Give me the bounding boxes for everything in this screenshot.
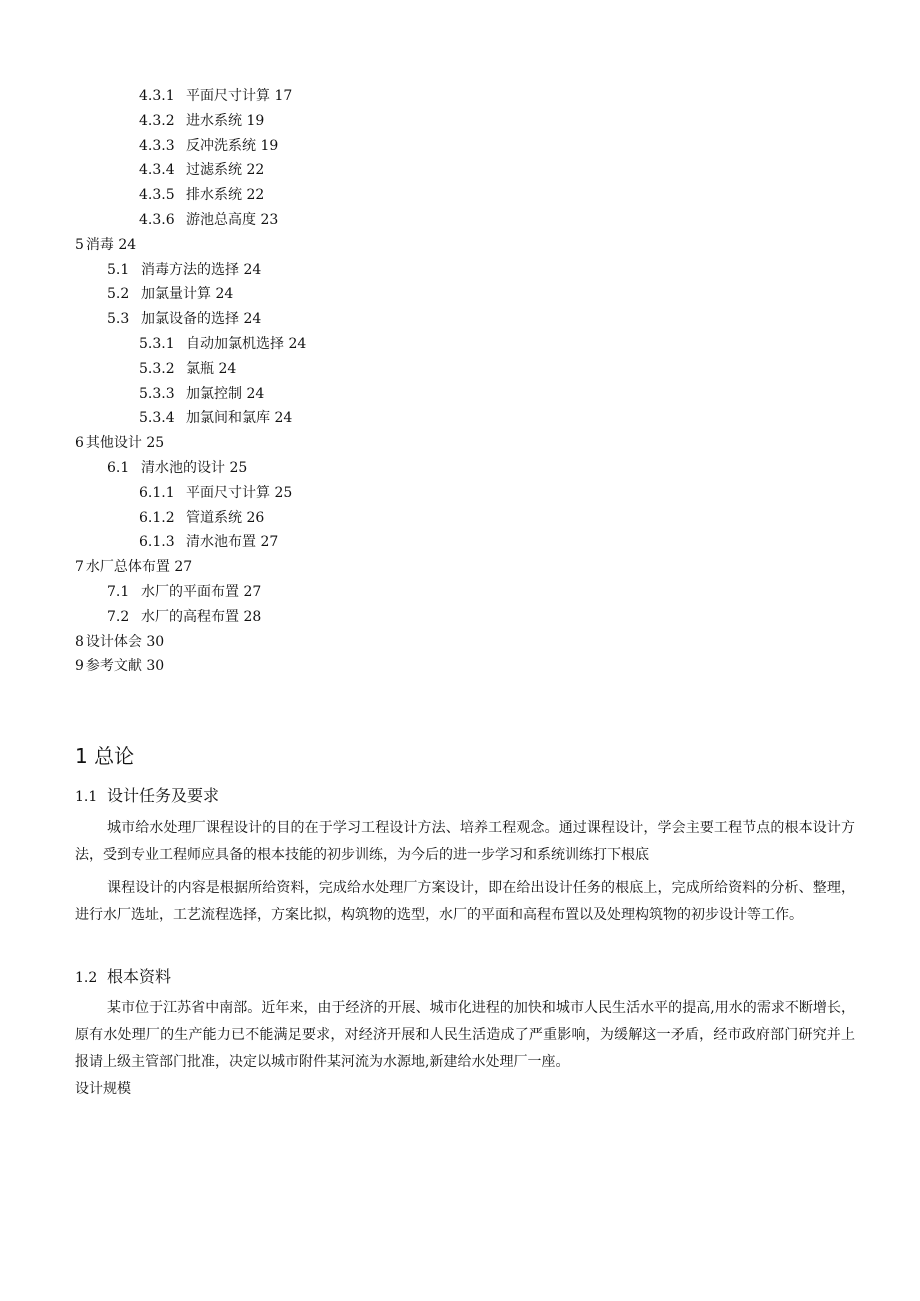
- toc-entry[interactable]: 5.2 加氯量计算 24: [107, 286, 234, 303]
- toc-entry[interactable]: 9 参考文献 30: [75, 658, 165, 675]
- section-heading: [75, 783, 219, 809]
- toc-entry[interactable]: 5.3.2 氯瓶 24: [139, 360, 237, 377]
- section-heading: [75, 964, 171, 990]
- toc-entry[interactable]: 4.3.6 游池总高度 23: [139, 212, 279, 228]
- section-title: 设计任务及要求: [107, 786, 220, 805]
- toc-entry[interactable]: 7.2 水厂的高程布置 28: [107, 608, 262, 625]
- toc-entry[interactable]: 6.1.3 清水池布置 27: [139, 534, 279, 551]
- paragraph: 课程设计的内容是根据所给资料，完成给水处理厂方案设计，即在给出设计任务的根底上，完成所给资料的分析、整理，进行水厂选址，工艺流程选择，方案比拟，构筑物的选型，水厂的平面和高程布置以及处理构筑物的初步设计等工作。: [75, 880, 855, 923]
- section-number: 1.1: [75, 789, 98, 805]
- trailing-text: 设计规模: [75, 1081, 131, 1097]
- toc-entry[interactable]: 7 水厂总体布置 27: [75, 559, 193, 576]
- toc-entry[interactable]: 5.3.1 自动加氯机选择 24: [139, 336, 307, 352]
- toc-entry[interactable]: 4.3.4 过滤系统 22: [139, 162, 265, 179]
- toc-entry[interactable]: 5.3.3 加氯控制 24: [139, 385, 265, 402]
- toc-entry[interactable]: 4.3.3 反冲洗系统 19: [139, 137, 279, 154]
- toc-entry[interactable]: 5.1 消毒方法的选择 24: [107, 261, 262, 278]
- toc-entry[interactable]: 7.1 水厂的平面布置 27: [107, 584, 262, 600]
- toc-entry[interactable]: 4.3.2 进水系统 19: [139, 112, 265, 129]
- toc-entry[interactable]: 6.1 清水池的设计 25: [107, 460, 248, 476]
- section-title: 根本资料: [107, 967, 172, 986]
- toc-entry[interactable]: 4.3.1 平面尺寸计算 17: [139, 88, 293, 104]
- toc-entry[interactable]: 6.1.2 管道系统 26: [139, 509, 265, 526]
- paragraph: 某市位于江苏省中南部。近年来，由于经济的开展、城市化进程的加快和城市人民生活水平的提高,用水的需求不断增长，原有水处理厂的生产能力已不能满足要求，对经济开展和人民生活造成了严重影响，为缓解这一矛盾，经市政府部门研究并上报请上级主管部门批准，决定以城市附件某河流为水源地,新建给水处理厂一座。: [75, 1000, 855, 1070]
- toc-entry[interactable]: 5.3 加氯设备的选择 24: [107, 311, 262, 328]
- toc-entry[interactable]: 6 其他设计 25: [75, 435, 165, 452]
- toc-entry[interactable]: 8 设计体会 30: [75, 633, 165, 650]
- toc-entry[interactable]: 5.3.4 加氯间和氯库 24: [139, 410, 293, 427]
- section-number: 1.2: [75, 970, 98, 986]
- paragraph: 城市给水处理厂课程设计的目的在于学习工程设计方法、培养工程观念。通过课程设计，学会主要工程节点的根本设计方法，受到专业工程师应具备的根本技能的初步训练，为今后的进一步学习和系统训练打下根底: [75, 820, 855, 863]
- toc-entry[interactable]: 4.3.5 排水系统 22: [139, 187, 265, 204]
- toc-entry[interactable]: 6.1.1 平面尺寸计算 25: [139, 484, 293, 501]
- toc-entry[interactable]: 5 消毒 24: [75, 236, 137, 253]
- chapter-title: 1 总论: [75, 744, 135, 768]
